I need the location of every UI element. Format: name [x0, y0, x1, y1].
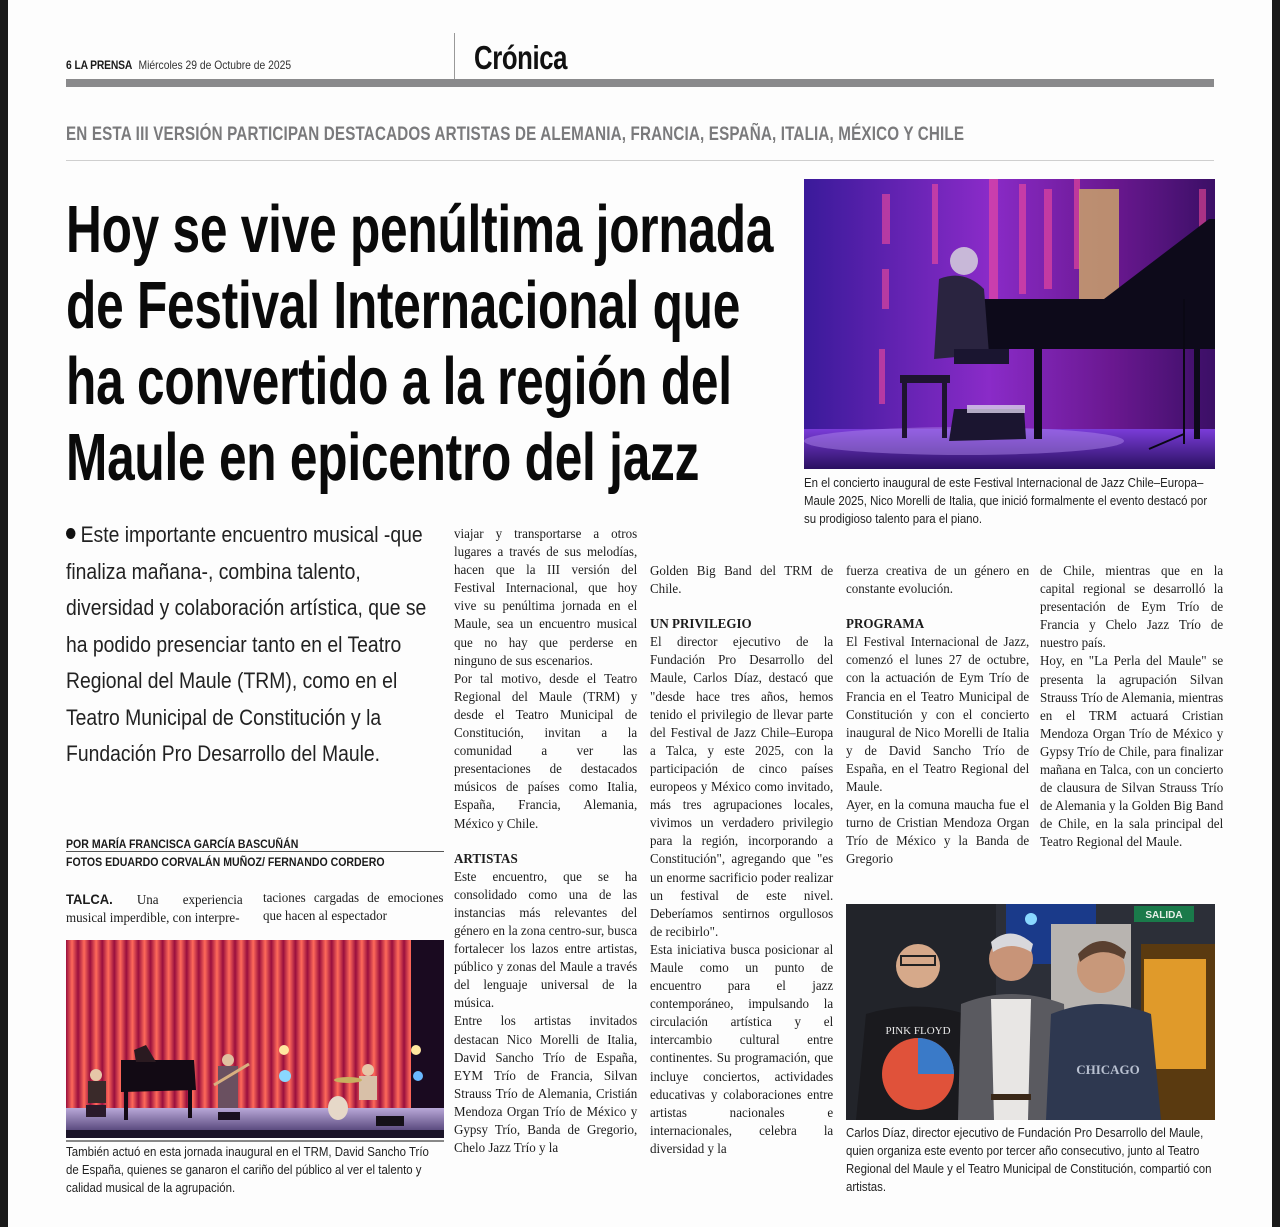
shirt-text-left: PINK FLOYD: [885, 1025, 951, 1037]
header-bar: [66, 79, 1214, 87]
page-number: 6: [66, 58, 72, 72]
headline-line: Hoy se vive penúltima jornada: [66, 192, 774, 267]
byline-rule: [66, 851, 444, 852]
article-lead: [66, 517, 427, 773]
body-text: taciones cargadas de emociones que hacen al espectador: [263, 891, 444, 925]
section-title: Crónica: [474, 39, 568, 76]
headline-line: de Festival Internacional que: [66, 268, 741, 343]
caption-rule: [66, 1140, 444, 1142]
group-photo-caption: Carlos Díaz, director ejecutivo de Fundación Pro Desarrollo del Maule, quien organiza este evento por tercer año consecutivo, junto al Teatro Regional del Maule y el Teatro Municipal de Constitución, compartió con artistas.: [846, 1125, 1212, 1194]
body-paragraph: Por tal motivo, desde el Teatro Regional del Maule (TRM) y desde el Teatro Municipal de Constitución, invitan a la comunidad a ver las presentaciones de destacados músicos de países como Italia, España, Francia, Alemania, México y Chile.: [454, 671, 638, 832]
body-column-4: [846, 563, 1029, 870]
pianist-image: [804, 179, 1215, 469]
body-paragraph: Ayer, en la comuna maucha fue el turno de Cristian Mendoza Organ Trío de México y la Banda de Gregorio: [846, 798, 1030, 868]
issue-date: Miércoles 29 de Octubre de 2025: [138, 58, 292, 72]
headline-line: Maule en epicentro del jazz: [66, 420, 700, 495]
kicker: EN ESTA III VERSIÓN PARTICIPAN DESTACADOS ARTISTAS DE ALEMANIA, FRANCIA, ESPAÑA, ITALIA, MÉXICO Y CHILE: [66, 124, 965, 145]
headline: [66, 192, 774, 496]
bullet-icon: [66, 528, 75, 539]
body-column-3: [650, 563, 833, 1159]
subhead-programa: PROGRAMA: [846, 617, 925, 633]
kicker-rule: [66, 160, 1214, 161]
trio-image: [66, 940, 444, 1138]
body-paragraph: El director ejecutivo de la Fundación Pro Desarrollo del Maule, Carlos Díaz, destacó que "desde hace tres años, hemos tenido el privilegio de llevar parte del Festival de Jazz Chile–Europa a Talca, y este 2025, con la participación de cinco países europeos y México como invitado, más tres agrupaciones locales, vivimos un verdadero privilegio para la región, incorporando a Constitución", agregando que "es un enorme sacrificio poder realizar un festival de este nivel. Deberíamos sentirnos orgullosos de recibirlo".: [650, 635, 834, 940]
subhead-privilegio: UN PRIVILEGIO: [650, 617, 752, 633]
pianist-photo-caption: En el concierto inaugural de este Festival Internacional de Jazz Chile–Europa–Maule 2025, Nico Morelli de Italia, que inició formalmente el evento destacó por su prodigioso talento para el piano.: [804, 475, 1208, 526]
body-column-intro-b: [263, 890, 443, 926]
lead-text: Este importante encuentro musical -que finaliza mañana-, combina talento, diversidad y colaboración artística, que se ha podido presenciar tanto en el Teatro Regional del Maule (TRM), como en el Teatro Municipal de Constitución y la Fundación Pro Desarrollo del Maule.: [66, 522, 427, 766]
body-text: Una experiencia musical imperdible, con interpre-: [66, 893, 243, 927]
body-paragraph: Este encuentro, que se ha consolidado como una de las instancias más relevantes del género en la zona centro-sur, busca fortalecer los lazos entre artistas, público y zonas del Maule a través del lenguaje universal de la música.: [454, 869, 638, 1012]
folio: [66, 57, 291, 73]
body-paragraph: de Chile, mientras que en la capital regional se desarrolló la presentación de Eym Trío de Francia y Chelo Jazz Trío de nuestro país.: [1040, 564, 1224, 652]
headline-line: ha convertido a la región del: [66, 344, 732, 419]
body-column-5: [1040, 563, 1223, 853]
byline-author: POR MARÍA FRANCISCA GARCÍA BASCUÑÁN: [66, 837, 299, 851]
body-paragraph: El Festival Internacional de Jazz, comenzó el lunes 27 de octubre, con la actuación de Eym Trío de Francia en el Teatro Municipal de Constitución y con el concierto inaugural de Nico Morelli de Italia y de David Sancho Trío de España, en el Teatro Regional del Maule.: [846, 635, 1030, 796]
header-divider: [454, 33, 455, 79]
publication-name: LA PRENSA: [74, 58, 133, 72]
byline: [66, 835, 385, 871]
body-paragraph: Hoy, en "La Perla del Maule" se presenta la agrupación Silvan Strauss Trío de Alemania, mientras en el TRM actuará Cristian Mendoza Organ Trío de México y Gypsy Trío de Chile, para finalizar mañana en Talca, con un concierto de clausura de Silvan Strauss Trío de Alemania y la Golden Big Band de Chile, en la sala principal del Teatro Regional del Maule.: [1040, 654, 1224, 851]
body-column-intro-a: [66, 890, 243, 928]
subhead-artistas: ARTISTAS: [454, 851, 518, 867]
trio-photo: [66, 940, 444, 1138]
body-paragraph: viajar y transportarse a otros lugares a través de sus melodías, hacen que la III versión del Festival Internacional, que hoy vive su penúltima jornada en el Maule, sea un encuentro musical que no hay que perderse en ninguno de sus escenarios.: [454, 527, 638, 669]
body-column-2: [454, 526, 637, 1158]
byline-photos: FOTOS EDUARDO CORVALÁN MUÑOZ/ FERNANDO CORDERO: [66, 855, 385, 869]
group-photo: [846, 904, 1215, 1120]
newspaper-page: [8, 0, 1272, 1227]
body-paragraph: fuerza creativa de un género en constante evolución.: [846, 564, 1030, 598]
body-paragraph: Esta iniciativa busca posicionar al Maule como un punto de encuentro para el jazz contemporáneo, impulsando la circulación artística y el intercambio cultural entre continentes. Su programación, que incluye conciertos, actividades educativas y colaboraciones entre artistas nacionales e internacionales, celebra la diversidad y la: [650, 942, 834, 1157]
trio-photo-caption: También actuó en esta jornada inaugural en el TRM, David Sancho Trío de España, quienes se ganaron el cariño del público al ver el talento y calidad musical de la agrupación.: [66, 1144, 429, 1195]
group-image: [846, 904, 1215, 1120]
body-paragraph: Entre los artistas invitados destacan Nico Morelli de Italia, David Sancho Trío de España, EYM Trío de Francia, Silvan Strauss Trío de Alemania, Cristián Mendoza Organ Trío de México y Gypsy Trío, Banda de Gregorio, Chelo Jazz Trío y la: [454, 1014, 638, 1157]
dateline: TALCA.: [66, 891, 113, 907]
exit-sign-text: SALIDA: [1145, 910, 1183, 921]
pianist-photo: [804, 179, 1215, 469]
shirt-text-right: CHICAGO: [1076, 1062, 1140, 1077]
body-paragraph: Golden Big Band del TRM de Chile.: [650, 564, 834, 598]
